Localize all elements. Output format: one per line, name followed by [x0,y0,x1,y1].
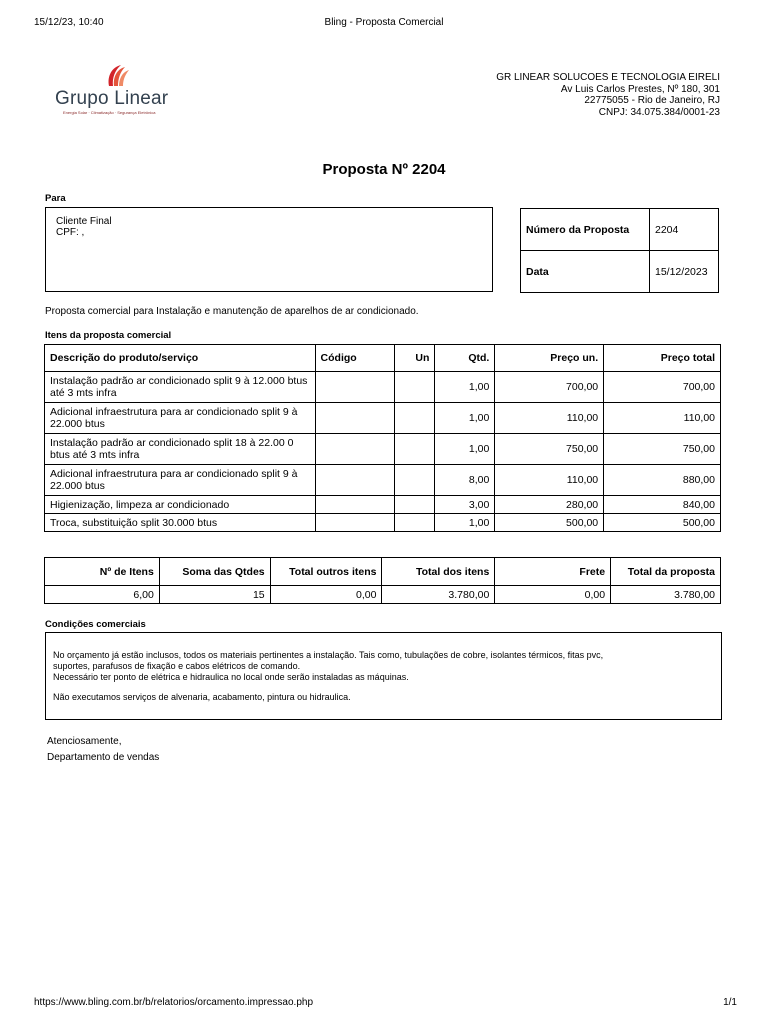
conditions-label: Condições comerciais [45,619,146,630]
total-col-items-total: Total dos itens [382,558,495,586]
items-table [44,344,721,532]
item-unit [395,465,435,496]
total-items-value: 6,00 [45,586,160,604]
logo-name: Grupo Linear [55,88,169,109]
print-title: Bling - Proposta Comercial [324,17,444,28]
page-number: 1/1 [723,997,737,1008]
item-unit [395,514,435,532]
totals-table [44,557,721,604]
col-price: Preço un. [495,345,604,372]
company-city: 22775055 - Rio de Janeiro, RJ [584,95,720,106]
item-qty: 1,00 [435,372,495,403]
item-desc: Instalação padrão ar condicionado split 18 à 22.00 0 btus até 3 mts infra [45,434,316,465]
item-unit [395,434,435,465]
item-total: 840,00 [604,496,721,514]
item-desc: Adicional infraestrutura para ar condicionado split 9 à 22.000 btus [45,465,316,496]
items-label: Itens da proposta comercial [45,330,172,341]
item-price: 500,00 [495,514,604,532]
item-code [315,514,395,532]
item-unit [395,403,435,434]
table-row [45,496,721,514]
total-freight-value: 0,00 [495,586,611,604]
item-desc: Higienização, limpeza ar condicionado [45,496,316,514]
item-total: 750,00 [604,434,721,465]
proposal-date: 15/12/2023 [650,251,719,293]
page-title: Proposta Nº 2204 [322,161,446,178]
col-code: Código [315,345,395,372]
col-unit: Un [395,345,435,372]
proposal-number-label: Número da Proposta [521,209,650,251]
totals-header-row [45,558,721,586]
item-qty: 1,00 [435,403,495,434]
totals-value-row [45,586,721,604]
table-row [45,403,721,434]
col-desc: Descrição do produto/serviço [45,345,316,372]
item-desc: Troca, substituição split 30.000 btus [45,514,316,532]
proposal-description: Proposta comercial para Instalação e manutenção de aparelhos de ar condicionado. [45,306,419,317]
total-col-items: Nº de Itens [45,558,160,586]
total-items-total-value: 3.780,00 [382,586,495,604]
total-other-value: 0,00 [270,586,382,604]
item-qty: 3,00 [435,496,495,514]
item-code [315,403,395,434]
date-label: Data [521,251,650,293]
item-total: 500,00 [604,514,721,532]
item-desc: Adicional infraestrutura para ar condicionado split 9 à 22.000 btus [45,403,316,434]
company-address: Av Luis Carlos Prestes, Nº 180, 301 [560,83,720,95]
item-total: 700,00 [604,372,721,403]
recipient-box [45,207,493,292]
client-name: Cliente Final [56,216,112,227]
logo-swirl-icon [103,62,133,90]
print-url: https://www.bling.com.br/b/relatorios/orcamento.impressao.php [34,997,314,1008]
conditions-box [45,632,722,720]
col-total: Preço total [604,345,721,372]
to-label: Para [45,193,66,204]
closing [47,734,159,766]
condition-line: suportes, parafusos de fixação e cabos elétricos de comando. [53,661,301,671]
proposal-number: 2204 [650,209,719,251]
item-price: 110,00 [495,465,604,496]
company-cnpj: CNPJ: 34.075.384/0001-23 [598,106,720,118]
item-code [315,465,395,496]
table-row [45,434,721,465]
total-grand-value: 3.780,00 [611,586,721,604]
item-desc: Instalação padrão ar condicionado split 9 à 12.000 btus até 3 mts infra [45,372,316,403]
client-cpf: CPF: , [56,227,85,238]
item-qty: 1,00 [435,514,495,532]
item-qty: 8,00 [435,465,495,496]
item-price: 110,00 [495,403,604,434]
item-unit [395,372,435,403]
total-sum-qty-value: 15 [159,586,270,604]
proposal-info-table [520,208,719,293]
condition-line: No orçamento já estão inclusos, todos os materiais pertinentes a instalação. Tais como, tubulações de cobre, isolantes térmicos, fitas pvc, [53,650,604,660]
item-qty: 1,00 [435,434,495,465]
item-price: 700,00 [495,372,604,403]
item-code [315,434,395,465]
total-col-other: Total outros itens [270,558,382,586]
item-code [315,496,395,514]
company-logo [55,62,185,122]
table-row [45,465,721,496]
closing-greeting: Atenciosamente, [47,736,122,747]
total-col-freight: Frete [495,558,611,586]
item-unit [395,496,435,514]
table-row [45,372,721,403]
col-qty: Qtd. [435,345,495,372]
item-total: 110,00 [604,403,721,434]
company-info [496,72,720,118]
total-col-sum-qty: Soma das Qtdes [159,558,270,586]
items-header-row [45,345,721,372]
item-code [315,372,395,403]
total-col-grand: Total da proposta [611,558,721,586]
logo-tagline: Energia Solar · Climatização · Segurança Eletrônica [63,110,156,115]
condition-line: Não executamos serviços de alvenaria, acabamento, pintura ou hidraulica. [53,692,351,702]
closing-department: Departamento de vendas [47,752,160,763]
print-datetime: 15/12/23, 10:40 [34,17,104,28]
item-total: 880,00 [604,465,721,496]
company-name: GR LINEAR SOLUCOES E TECNOLOGIA EIRELI [496,72,720,83]
item-price: 750,00 [495,434,604,465]
item-price: 280,00 [495,496,604,514]
table-row [45,514,721,532]
condition-line: Necessário ter ponto de elétrica e hidraulica no local onde serão instaladas as máquinas. [53,672,409,682]
